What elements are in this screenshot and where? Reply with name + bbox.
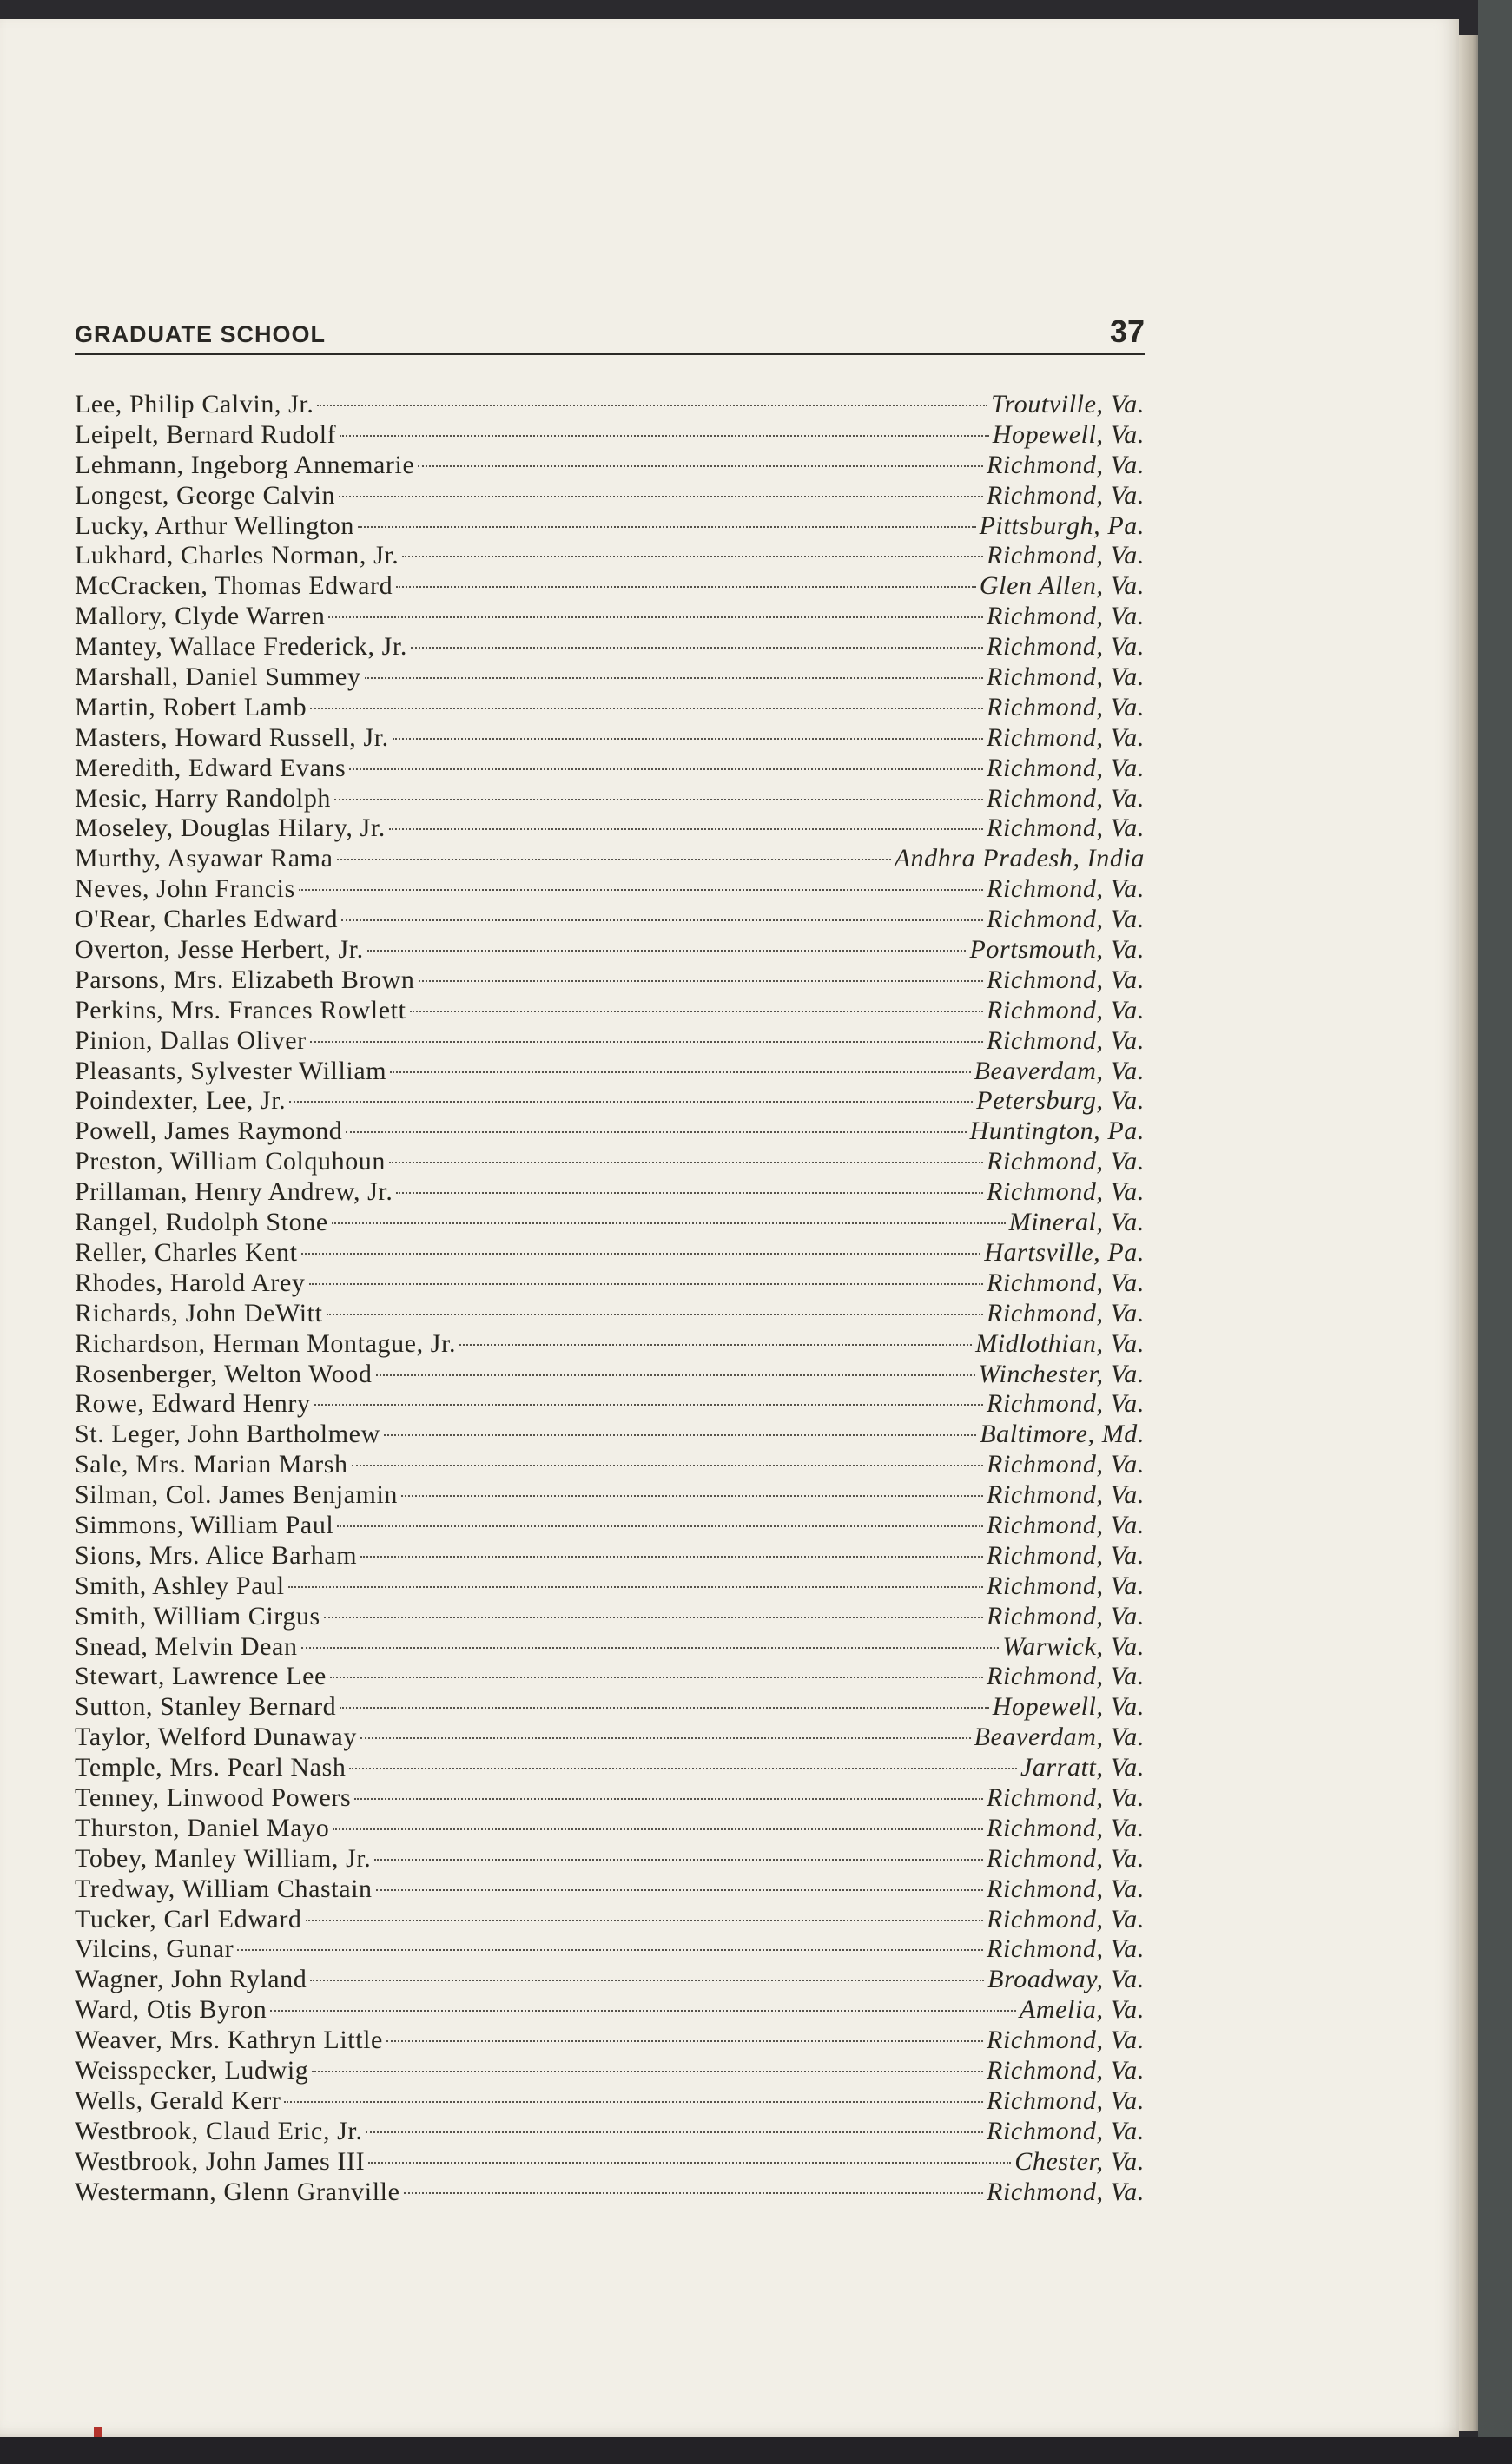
dot-leader — [393, 738, 983, 740]
dot-leader — [358, 526, 976, 528]
dot-leader — [368, 2162, 1011, 2164]
list-item — [75, 662, 1145, 693]
list-item — [75, 1632, 1145, 1663]
list-item — [75, 1299, 1145, 1329]
dot-leader — [284, 2101, 983, 2103]
dot-leader — [386, 2040, 983, 2042]
dot-leader — [419, 980, 984, 982]
hometown: Richmond, Va. — [987, 722, 1145, 752]
list-item — [75, 602, 1145, 632]
list-item — [75, 965, 1145, 996]
list-item — [75, 1208, 1145, 1238]
dot-leader — [337, 1525, 983, 1527]
dot-leader — [309, 1283, 984, 1285]
dot-leader — [327, 1314, 984, 1315]
dot-leader — [367, 950, 967, 952]
dot-leader — [288, 1586, 983, 1588]
dot-leader — [337, 859, 891, 860]
hometown: Richmond, Va. — [987, 1782, 1145, 1812]
student-name: Tucker, Carl Edward — [75, 1904, 302, 1934]
dot-leader — [365, 677, 983, 679]
dot-leader — [299, 889, 983, 891]
list-item — [75, 905, 1145, 935]
hometown: Jarratt, Va. — [1020, 1753, 1145, 1782]
dot-leader — [346, 1131, 966, 1133]
hometown: Hopewell, Va. — [992, 1692, 1145, 1722]
hometown: Richmond, Va. — [987, 480, 1145, 510]
dot-leader — [301, 1253, 981, 1255]
dot-leader — [459, 1344, 972, 1346]
student-name: Tobey, Manley William, Jr. — [75, 1843, 372, 1873]
hometown: Richmond, Va. — [987, 814, 1145, 843]
dot-leader — [317, 405, 987, 406]
hometown: Richmond, Va. — [987, 1843, 1145, 1873]
list-item — [75, 2086, 1145, 2117]
hometown: Richmond, Va. — [987, 1874, 1145, 1903]
dot-leader — [366, 2131, 983, 2133]
list-item — [75, 996, 1145, 1026]
hometown: Warwick, Va. — [1002, 1631, 1145, 1661]
ribbon-marker — [94, 2427, 102, 2437]
student-name: Wells, Gerald Kerr — [75, 2085, 281, 2115]
dot-leader — [314, 1404, 983, 1406]
student-name: Tenney, Linwood Powers — [75, 1782, 352, 1812]
list-item — [75, 1602, 1145, 1632]
dot-leader — [410, 1011, 984, 1012]
hometown: Richmond, Va. — [987, 1934, 1145, 1964]
dot-leader — [349, 768, 983, 770]
list-item — [75, 1541, 1145, 1571]
list-item — [75, 1844, 1145, 1874]
hometown: Richmond, Va. — [987, 2055, 1145, 2085]
dot-leader — [396, 1192, 983, 1194]
student-name: Stewart, Lawrence Lee — [75, 1662, 327, 1691]
student-name: Moseley, Douglas Hilary, Jr. — [75, 814, 386, 843]
student-name: Pleasants, Sylvester William — [75, 1056, 387, 1085]
hometown: Petersburg, Va. — [976, 1086, 1145, 1116]
dot-leader — [328, 616, 983, 618]
hometown: Richmond, Va. — [987, 2085, 1145, 2115]
list-item — [75, 1874, 1145, 1905]
student-name: Meredith, Edward Evans — [75, 753, 347, 782]
hometown: Richmond, Va. — [987, 1177, 1145, 1207]
hometown: Andhra Pradesh, India — [894, 844, 1145, 873]
list-item — [75, 874, 1145, 905]
student-name: Pinion, Dallas Oliver — [75, 1025, 307, 1055]
dot-leader — [411, 647, 983, 649]
student-name: Rhodes, Harold Arey — [75, 1268, 306, 1297]
hometown: Richmond, Va. — [987, 2116, 1145, 2145]
list-item — [75, 420, 1145, 451]
student-name: Silman, Col. James Benjamin — [75, 1480, 399, 1510]
student-name: Mantey, Wallace Frederick, Jr. — [75, 632, 407, 662]
student-name: Tredway, William Chastain — [75, 1874, 373, 1903]
student-name: Westermann, Glenn Granville — [75, 2177, 400, 2206]
student-name: Parsons, Mrs. Elizabeth Brown — [75, 965, 415, 994]
dot-leader — [360, 1556, 983, 1558]
student-name: Snead, Melvin Dean — [75, 1631, 298, 1661]
list-item — [75, 632, 1145, 662]
list-item — [75, 541, 1145, 571]
hometown: Richmond, Va. — [987, 541, 1145, 570]
dot-leader — [310, 1980, 984, 1981]
book-cover-bottom — [0, 2437, 1512, 2464]
hometown: Richmond, Va. — [987, 602, 1145, 631]
hometown: Richmond, Va. — [987, 1510, 1145, 1539]
hometown: Richmond, Va. — [987, 2177, 1145, 2206]
hometown: Richmond, Va. — [987, 1389, 1145, 1419]
hometown: Richmond, Va. — [987, 662, 1145, 692]
hometown: Broadway, Va. — [987, 1965, 1145, 1994]
list-item — [75, 1450, 1145, 1480]
student-name: Mallory, Clyde Warren — [75, 602, 326, 631]
dot-leader — [340, 435, 989, 437]
hometown: Richmond, Va. — [987, 1450, 1145, 1479]
list-item — [75, 1753, 1145, 1783]
dot-leader — [332, 1222, 1006, 1224]
student-name: Longest, George Calvin — [75, 480, 336, 510]
student-name: Marshall, Daniel Summey — [75, 662, 361, 692]
list-item — [75, 2117, 1145, 2147]
student-name: McCracken, Thomas Edward — [75, 571, 393, 601]
dot-leader — [418, 465, 983, 467]
list-item — [75, 511, 1145, 542]
list-item — [75, 1268, 1145, 1299]
student-name: O'Rear, Charles Edward — [75, 905, 339, 934]
hometown: Richmond, Va. — [987, 965, 1145, 994]
student-name: Vilcins, Gunar — [75, 1934, 234, 1964]
dot-leader — [333, 1828, 983, 1830]
list-item — [75, 2056, 1145, 2086]
hometown: Richmond, Va. — [987, 1298, 1145, 1328]
student-name: Sutton, Stanley Bernard — [75, 1692, 337, 1722]
hometown: Mineral, Va. — [1008, 1208, 1145, 1237]
dot-leader — [389, 1162, 983, 1163]
list-item — [75, 1692, 1145, 1723]
hometown: Winchester, Va. — [978, 1359, 1145, 1388]
dot-leader — [354, 1798, 983, 1800]
list-item — [75, 1905, 1145, 1935]
list-item — [75, 1057, 1145, 1087]
list-item — [75, 1420, 1145, 1450]
dot-leader — [334, 799, 983, 800]
dot-leader — [341, 919, 983, 921]
hometown: Chester, Va. — [1014, 2146, 1145, 2176]
student-name: Westbrook, Claud Eric, Jr. — [75, 2116, 363, 2145]
hometown: Richmond, Va. — [987, 1662, 1145, 1691]
list-item — [75, 1965, 1145, 1995]
hometown: Richmond, Va. — [987, 1480, 1145, 1510]
book-cover-edge — [1478, 0, 1512, 2464]
page-header — [75, 308, 1145, 355]
list-item — [75, 1389, 1145, 1420]
hometown: Beaverdam, Va. — [974, 1056, 1145, 1085]
list-item — [75, 935, 1145, 965]
list-item — [75, 1329, 1145, 1360]
student-name: Wagner, John Ryland — [75, 1965, 307, 1994]
student-name: Richardson, Herman Montague, Jr. — [75, 1328, 457, 1358]
student-name: Rowe, Edward Henry — [75, 1389, 311, 1419]
student-name: Taylor, Welford Dunaway — [75, 1723, 357, 1752]
hometown: Beaverdam, Va. — [974, 1723, 1145, 1752]
dot-leader — [402, 556, 983, 557]
student-name: Prillaman, Henry Andrew, Jr. — [75, 1177, 393, 1207]
hometown: Richmond, Va. — [987, 1904, 1145, 1934]
dot-leader — [270, 2010, 1016, 2012]
hometown: Amelia, Va. — [1019, 1995, 1145, 2025]
student-name: Temple, Mrs. Pearl Nash — [75, 1753, 347, 1782]
dot-leader — [301, 1647, 1000, 1649]
dot-leader — [237, 1949, 983, 1951]
hometown: Richmond, Va. — [987, 1601, 1145, 1631]
list-item — [75, 1511, 1145, 1541]
hometown: Richmond, Va. — [987, 632, 1145, 662]
hometown: Hartsville, Pa. — [984, 1237, 1145, 1267]
list-item — [75, 2147, 1145, 2177]
student-name: Preston, William Colquhoun — [75, 1147, 386, 1176]
dot-leader — [306, 1920, 984, 1921]
hometown: Hopewell, Va. — [992, 419, 1145, 449]
list-item — [75, 1147, 1145, 1177]
student-name: Poindexter, Lee, Jr. — [75, 1086, 287, 1116]
list-item — [75, 1995, 1145, 2026]
hometown: Portsmouth, Va. — [969, 935, 1145, 965]
student-name: Lucky, Arthur Wellington — [75, 511, 354, 540]
dot-leader — [360, 1737, 971, 1739]
student-name: Lehmann, Ingeborg Annemarie — [75, 450, 415, 479]
hometown: Midlothian, Va. — [975, 1328, 1145, 1358]
list-item — [75, 1480, 1145, 1511]
student-name: Rosenberger, Welton Wood — [75, 1359, 373, 1388]
list-item — [75, 1086, 1145, 1117]
list-item — [75, 1117, 1145, 1147]
dot-leader — [310, 1041, 983, 1043]
list-item — [75, 1814, 1145, 1844]
list-item — [75, 844, 1145, 874]
section-title: GRADUATE SCHOOL — [75, 321, 326, 347]
hometown: Baltimore, Md. — [980, 1420, 1145, 1449]
student-name: Neves, John Francis — [75, 874, 295, 904]
student-name: St. Leger, John Bartholmew — [75, 1420, 380, 1449]
dot-leader — [384, 1434, 976, 1436]
list-item — [75, 1783, 1145, 1814]
student-name: Thurston, Daniel Mayo — [75, 1813, 330, 1842]
dot-leader — [390, 1071, 970, 1073]
student-list — [75, 390, 1145, 2207]
list-item — [75, 723, 1145, 754]
list-item — [75, 1360, 1145, 1390]
list-item — [75, 1177, 1145, 1208]
hometown: Richmond, Va. — [987, 1571, 1145, 1600]
student-name: Weaver, Mrs. Kathryn Little — [75, 2026, 383, 2055]
hometown: Richmond, Va. — [987, 783, 1145, 813]
list-item — [75, 2177, 1145, 2208]
dot-leader — [330, 1677, 983, 1678]
dot-leader — [349, 1768, 1016, 1769]
dot-leader — [401, 1495, 983, 1497]
dot-leader — [340, 1707, 988, 1709]
student-name: Powell, James Raymond — [75, 1117, 343, 1146]
list-item — [75, 451, 1145, 481]
student-name: Richards, John DeWitt — [75, 1298, 323, 1328]
hometown: Richmond, Va. — [987, 874, 1145, 904]
student-name: Lukhard, Charles Norman, Jr. — [75, 541, 399, 570]
hometown: Richmond, Va. — [987, 995, 1145, 1024]
student-name: Smith, William Cirgus — [75, 1601, 320, 1631]
student-name: Ward, Otis Byron — [75, 1995, 267, 2025]
hometown: Richmond, Va. — [987, 1813, 1145, 1842]
dot-leader — [289, 1101, 973, 1103]
student-name: Masters, Howard Russell, Jr. — [75, 722, 389, 752]
hometown: Richmond, Va. — [987, 1147, 1145, 1176]
student-name: Overton, Jesse Herbert, Jr. — [75, 935, 364, 965]
hometown: Richmond, Va. — [987, 2026, 1145, 2055]
hometown: Richmond, Va. — [987, 753, 1145, 782]
dot-leader — [376, 1889, 983, 1891]
page-number: 37 — [1109, 313, 1145, 349]
dot-leader — [324, 1617, 983, 1618]
page-edge — [1459, 35, 1478, 2431]
list-item — [75, 1723, 1145, 1753]
list-item — [75, 571, 1145, 602]
student-name: Reller, Charles Kent — [75, 1237, 298, 1267]
list-item — [75, 1238, 1145, 1268]
student-name: Martin, Robert Lamb — [75, 692, 307, 721]
list-item — [75, 481, 1145, 511]
student-name: Lee, Philip Calvin, Jr. — [75, 390, 314, 418]
hometown: Huntington, Pa. — [969, 1117, 1145, 1146]
hometown: Glen Allen, Va. — [979, 571, 1145, 601]
student-name: Murthy, Asyawar Rama — [75, 844, 333, 873]
dot-leader — [339, 496, 983, 497]
student-name: Perkins, Mrs. Frances Rowlett — [75, 995, 406, 1024]
hometown: Richmond, Va. — [987, 1268, 1145, 1297]
list-item — [75, 1934, 1145, 1965]
dot-leader — [374, 1859, 983, 1861]
hometown: Richmond, Va. — [987, 692, 1145, 721]
student-name: Rangel, Rudolph Stone — [75, 1208, 328, 1237]
list-item — [75, 814, 1145, 844]
dot-leader — [389, 828, 983, 830]
dot-leader — [312, 2071, 983, 2072]
list-item — [75, 1026, 1145, 1057]
list-item — [75, 1662, 1145, 1692]
hometown: Richmond, Va. — [987, 1540, 1145, 1570]
hometown: Richmond, Va. — [987, 450, 1145, 479]
dot-leader — [396, 586, 976, 588]
student-name: Mesic, Harry Randolph — [75, 783, 332, 813]
student-name: Westbrook, John James III — [75, 2146, 366, 2176]
dot-leader — [352, 1465, 983, 1466]
hometown: Richmond, Va. — [987, 905, 1145, 934]
student-name: Weisspecker, Ludwig — [75, 2055, 309, 2085]
student-name: Leipelt, Bernard Rudolf — [75, 419, 337, 449]
list-item — [75, 784, 1145, 814]
student-name: Smith, Ashley Paul — [75, 1571, 285, 1600]
dot-leader — [310, 708, 983, 709]
hometown: Pittsburgh, Pa. — [979, 511, 1145, 540]
hometown: Richmond, Va. — [987, 1025, 1145, 1055]
dot-leader — [376, 1374, 975, 1376]
student-name: Sions, Mrs. Alice Barham — [75, 1540, 358, 1570]
student-name: Simmons, William Paul — [75, 1510, 334, 1539]
list-item — [75, 2026, 1145, 2056]
dot-leader — [404, 2192, 984, 2194]
list-item — [75, 390, 1145, 420]
list-item — [75, 693, 1145, 723]
hometown: Troutville, Va. — [990, 390, 1145, 418]
student-name: Sale, Mrs. Marian Marsh — [75, 1450, 348, 1479]
list-item — [75, 754, 1145, 784]
list-item — [75, 1571, 1145, 1602]
